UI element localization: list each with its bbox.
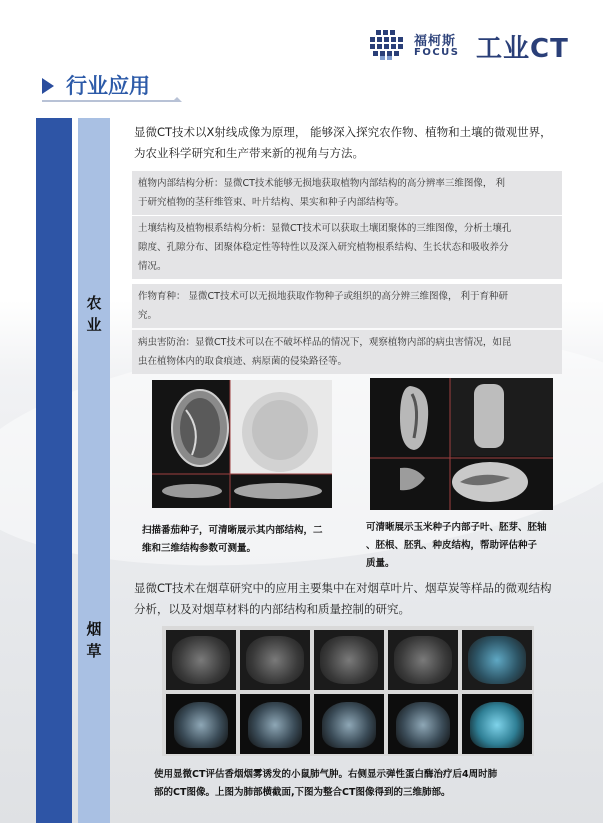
text-line: 虫在植物体内的取食痕迹、病原菌的侵染路径等。 — [138, 356, 348, 367]
brand-name-cn: 福柯斯 — [414, 34, 457, 49]
text-line: 使用显微CT评估香烟烟雾诱发的小鼠肺气肿。右侧显示弹性蛋白酶治疗后4周时肺 — [154, 769, 498, 780]
section-label-char: 烟 — [86, 620, 102, 638]
text-line: 隙度、孔隙分布、团聚体稳定性等特性以及深入研究植物根系结构、生长状态和吸收养分 — [138, 242, 509, 253]
lung-3d-2 — [240, 694, 310, 754]
triangle-arrow-icon — [42, 78, 54, 94]
title-underline — [42, 100, 178, 102]
sidebar-bar-light — [78, 118, 110, 823]
section-label-char: 农 — [86, 294, 102, 312]
section-label-char: 草 — [86, 642, 102, 660]
page-title-block — [42, 70, 182, 104]
info-box-breeding — [132, 284, 562, 328]
lung-3d-3 — [314, 694, 384, 754]
text-line: 部的CT图像。上图为肺部横截面,下图为整合CT图像得到的三维肺部。 — [154, 787, 451, 798]
tomato-seed-illustration — [152, 380, 332, 508]
text-line: 显微CT技术以X射线成像为原理， 能够深入探究农作物、植物和土壤的微观世界， — [134, 125, 552, 139]
text-line: 、胚根、胚乳、种皮结构，帮助评估种子 — [366, 540, 538, 551]
caption-corn-seed — [366, 519, 566, 573]
section-label-char: 业 — [86, 316, 102, 334]
corn-seed-illustration — [370, 378, 553, 510]
corn-seed-ct-image — [370, 378, 553, 510]
tomato-seed-ct-image — [152, 380, 332, 508]
lung-3d-4 — [388, 694, 458, 754]
section-label-agriculture — [78, 292, 110, 336]
lung-cross-section-1 — [166, 630, 236, 690]
lung-3d-1 — [166, 694, 236, 754]
text-line: 维和三维结构参数可测量。 — [142, 543, 257, 554]
text-line: 究。 — [138, 310, 158, 321]
text-line: 作物育种： 显微CT技术可以无损地获取作物种子或组织的高分辨三维图像， 利于育种研 — [138, 291, 508, 302]
lung-cross-section-5 — [462, 630, 532, 690]
text-line: 可清晰展示玉米种子内部子叶、胚芽、胚轴 — [366, 522, 547, 533]
lung-cross-section-2 — [240, 630, 310, 690]
section-label-tobacco — [78, 618, 110, 662]
mouse-lung-ct-image — [162, 626, 534, 756]
text-line: 病虫害防治：显微CT技术可以在不破坏样品的情况下，观察植物内部的病虫害情况，如昆 — [138, 337, 512, 348]
caption-tomato-seed — [142, 522, 352, 558]
brand-name-en: FOCUS — [414, 47, 460, 58]
info-box-pest-control — [132, 330, 562, 374]
text-line: 于研究植物的茎秆维管束、叶片结构、果实和种子内部结构等。 — [138, 197, 405, 208]
caption-mouse-lung — [154, 766, 554, 802]
text-line: 植物内部结构分析：显微CT技术能够无损地获取植物内部结构的高分辨率三维图像， 利 — [138, 178, 505, 189]
text-line: 分析，以及对烟草材料的内部结构和质量控制的研究。 — [134, 602, 410, 616]
info-box-soil-structure — [132, 216, 562, 279]
text-line: 质量。 — [366, 558, 395, 569]
tobacco-intro — [134, 578, 574, 620]
agriculture-intro — [134, 122, 574, 164]
logo-grid-icon — [368, 28, 408, 62]
title-underline-notch — [172, 97, 182, 102]
brand-logo — [368, 28, 578, 62]
sidebar-bar-dark — [36, 118, 72, 823]
text-line: 情况。 — [138, 261, 167, 272]
lung-3d-5 — [462, 694, 532, 754]
text-line: 土壤结构及植物根系结构分析：显微CT技术可以获取土壤团聚体的三维图像，分析土壤孔 — [138, 223, 512, 234]
lung-cross-section-4 — [388, 630, 458, 690]
text-line: 为农业科学研究和生产带来新的视角与方法。 — [134, 146, 364, 160]
lung-cross-section-3 — [314, 630, 384, 690]
text-line: 扫描番茄种子，可清晰展示其内部结构，二 — [142, 525, 323, 536]
page-title: 行业应用 — [66, 74, 150, 98]
brand-product: 工业CT — [476, 34, 569, 64]
info-box-plant-structure — [132, 171, 562, 215]
text-line: 显微CT技术在烟草研究中的应用主要集中在对烟草叶片、烟草炭等样品的微观结构 — [134, 581, 552, 595]
